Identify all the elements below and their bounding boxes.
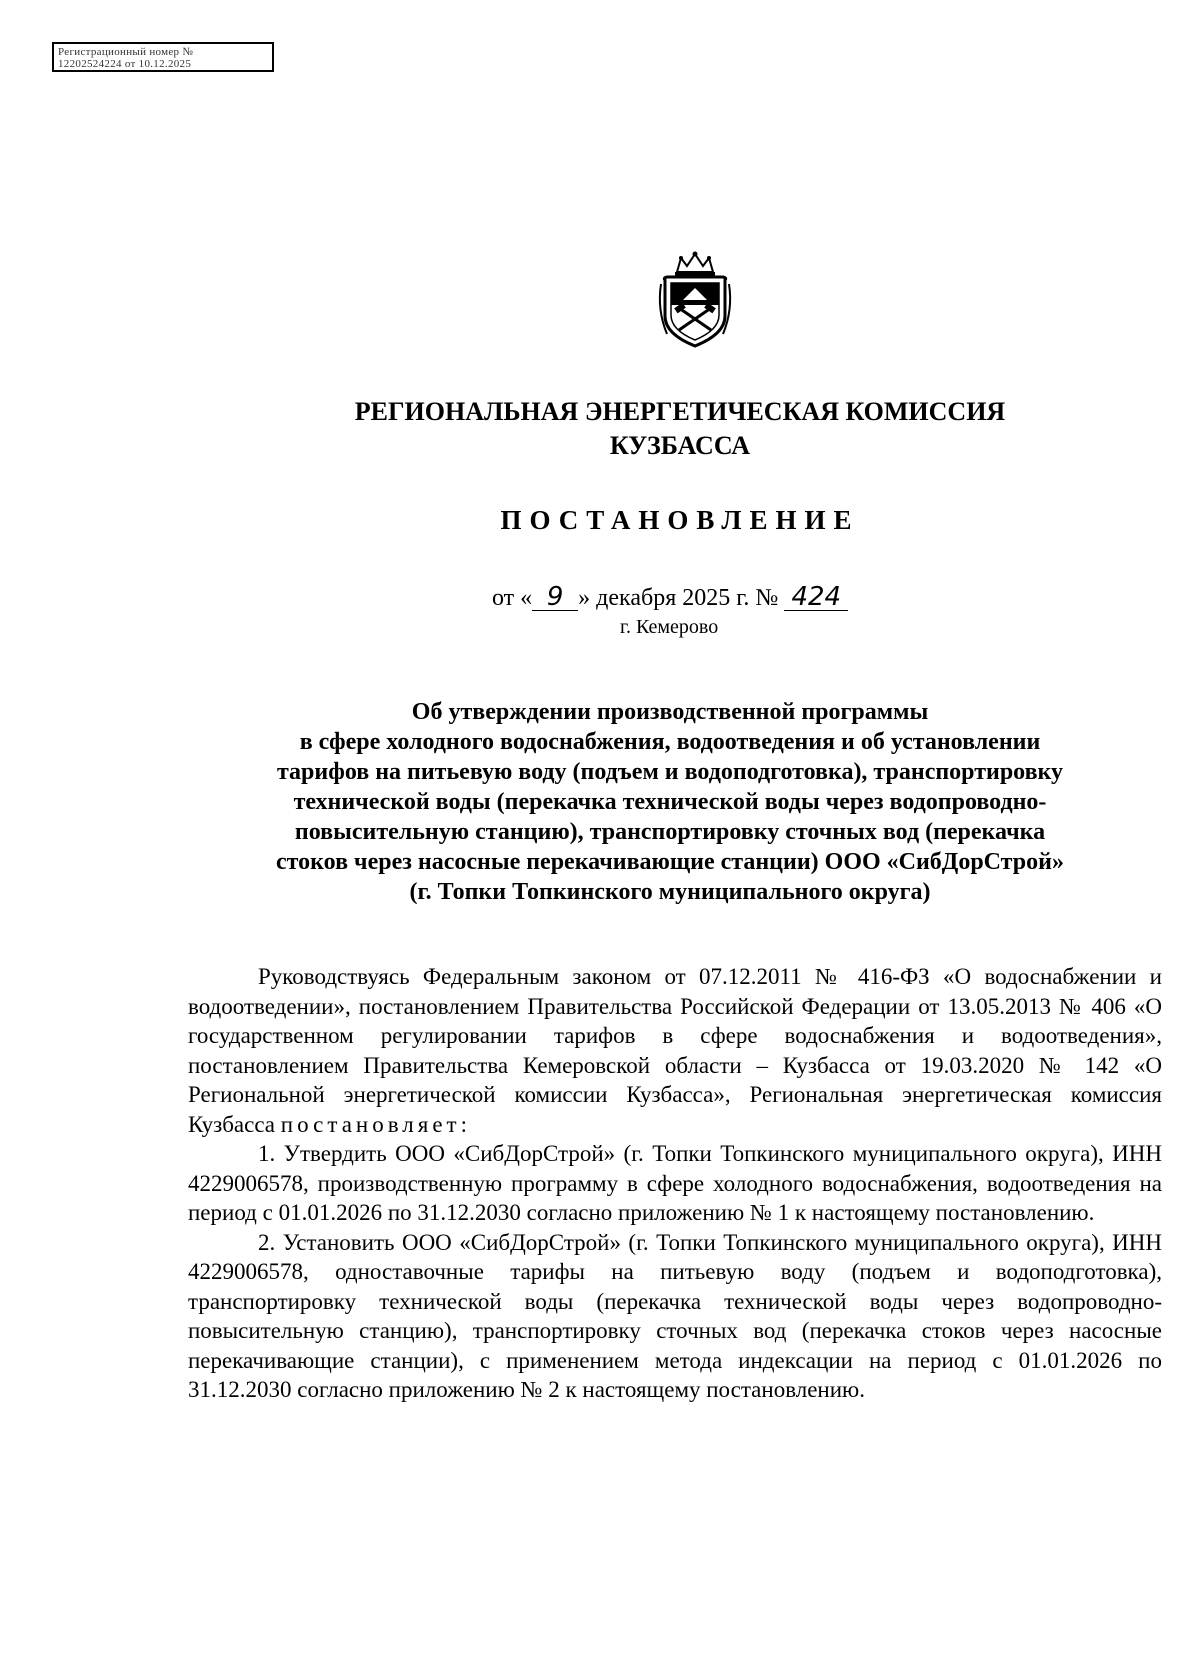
item-2-paragraph: 2. Установить ООО «СибДорСтрой» (г. Топки Топкинского муниципального округа), ИНН 4229006578, одноставочные тарифы на питьевую воду (подъем и водоподготовка), транспортировку технической воды (перекачка технической воды через водопроводно-повысительную станцию), транспортировку сточных вод (перекачка стоков через насосные перекачивающие станции), с применением метода индексации на период с 01.01.2026 по 31.12.2030 согласно приложению № 2 к настоящему постановлению. (188, 1229, 1162, 1402)
resolves-word: постановляет: (280, 1111, 471, 1137)
document-number: 424 (784, 584, 848, 611)
title-line: в сфере холодного водоснабжения, водоотведения и об установлении (299, 729, 1041, 755)
item-1-paragraph: 1. Утвердить ООО «СибДорСтрой» (г. Топки Топкинского муниципального округа), ИНН 4229006578, производственную программу в сфере холодного водоснабжения, водоотведения на период с 01.01.2026 по 31.12.2030 согласно приложению № 1 к настоящему постановлению. (188, 1141, 1162, 1225)
commission-line-1: РЕГИОНАЛЬНАЯ ЭНЕРГЕТИЧЕСКАЯ КОМИССИЯ (354, 397, 1006, 426)
document-date (492, 584, 848, 612)
title-line: технической воды (перекачка технической воды через водопроводно- (293, 789, 1047, 815)
document-title (190, 697, 1150, 907)
title-line: тарифов на питьевую воду (подъем и водоподготовка), транспортировку (276, 759, 1064, 785)
document-body (188, 962, 1162, 1405)
date-prefix: от « (492, 585, 533, 611)
kuzbass-coat-of-arms-icon (655, 250, 735, 350)
commission-name (290, 395, 1070, 463)
document-city: г. Кемерово (620, 616, 719, 638)
date-day: 9 (532, 584, 578, 611)
registration-stamp (52, 42, 274, 72)
preamble-text: Руководствуясь Федеральным законом от 07.12.2011 № 416-ФЗ «О водоснабжении и водоотведении», постановлением Правительства Российской Федерации от 13.05.2013 № 406 «О государственном регулировании тарифов в сфере водоснабжения и водоотведения», постановлением Правительства Кемеровской области – Кузбасса от 19.03.2020 № 142 «О Региональной энергетической комиссии Кузбасса», Региональная энергетическая комиссия Кузбасса (188, 964, 1162, 1137)
registration-line-2: 12202524224 от 10.12.2025 (58, 58, 192, 70)
document-type: ПОСТАНОВЛЕНИЕ (500, 505, 860, 535)
commission-line-2: КУЗБАССА (609, 431, 751, 460)
title-line: повысительную станцию), транспортировку сточных вод (перекачка (294, 819, 1046, 845)
title-line: Об утверждении производственной программы (411, 699, 929, 725)
title-line: стоков через насосные перекачивающие станции) ООО «СибДорСтрой» (276, 849, 1064, 875)
date-middle: » декабря 2025 г. № (578, 585, 779, 611)
preamble-paragraph (188, 962, 1162, 1139)
title-line: (г. Топки Топкинского муниципального округа) (409, 879, 931, 905)
registration-line-1: Регистрационный номер № (58, 46, 194, 58)
